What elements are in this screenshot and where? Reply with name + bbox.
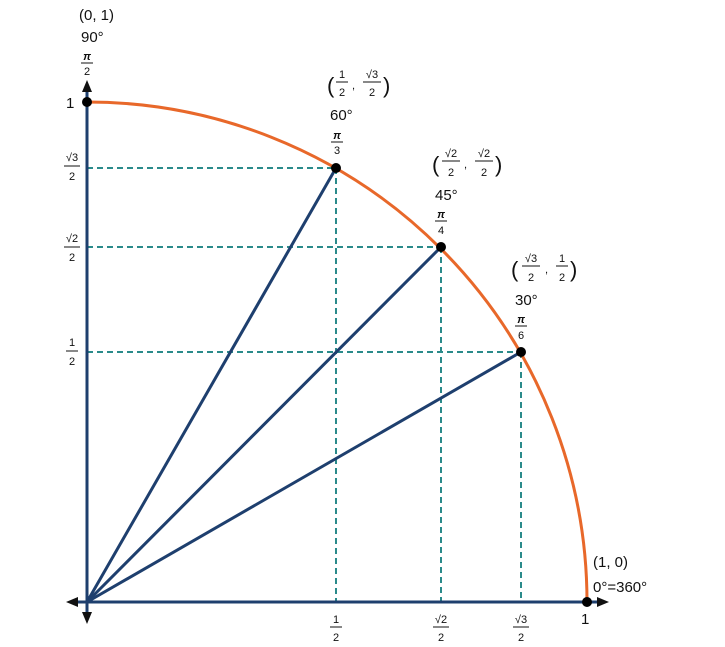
y-tick-sqrt2-2-num: √2	[65, 233, 79, 245]
coord-45-y-den: 2	[480, 167, 488, 179]
point-90-deg	[82, 97, 92, 107]
coord-0: (1, 0)	[593, 554, 629, 571]
svg-text:): )	[570, 257, 578, 282]
radian-45-num: π	[437, 209, 445, 221]
degrees-45: 45°	[435, 187, 458, 204]
coord-45-x-num: √2	[444, 148, 458, 160]
y-tick-1-2-num: 1	[68, 337, 76, 349]
degrees-90: 90°	[81, 29, 104, 46]
radian-60-den: 3	[333, 145, 341, 157]
coord-60-x-den: 2	[338, 87, 346, 99]
label-0-deg	[593, 554, 647, 596]
svg-text:(: (	[511, 257, 519, 282]
y-tick-1-2-den: 2	[68, 356, 76, 368]
svg-text:): )	[383, 73, 391, 98]
degrees-30: 30°	[515, 292, 538, 309]
y-tick-sqrt3-2-num: √3	[65, 152, 79, 164]
y-tick-sqrt2-2	[64, 233, 80, 264]
y-tick-sqrt2-2-den: 2	[68, 252, 76, 264]
label-60-deg	[327, 69, 390, 157]
coord-30-x-num: √3	[524, 253, 538, 265]
degrees-60: 60°	[330, 107, 353, 124]
coord-60-y-num: √3	[365, 69, 379, 81]
x-tick-sqrt2-2-den: 2	[437, 632, 445, 644]
label-30-deg	[511, 253, 577, 342]
radian-90-den: 2	[83, 66, 91, 78]
svg-text:): )	[495, 152, 503, 177]
radian-30-den: 6	[517, 330, 525, 342]
label-90-deg	[79, 7, 114, 78]
radian-90-num: π	[83, 51, 91, 63]
coord-45-comma: ,	[464, 159, 468, 171]
point-60-deg	[331, 163, 341, 173]
x-tick-1-2-den: 2	[332, 632, 340, 644]
point-0-deg	[582, 597, 592, 607]
x-axis-arrow-right	[597, 597, 609, 607]
coord-30-x-den: 2	[527, 272, 535, 284]
radian-30-num: π	[517, 314, 525, 326]
ray-30-deg	[87, 352, 521, 602]
x-axis-arrow-left	[66, 597, 78, 607]
y-tick-sqrt3-2	[64, 152, 80, 183]
degrees-0: 0°=360°	[593, 579, 648, 596]
y-axis-arrow-up	[82, 80, 92, 92]
x-tick-sqrt3-2-den: 2	[517, 632, 525, 644]
radian-60-num: π	[333, 130, 341, 142]
svg-text:(: (	[432, 152, 440, 177]
x-tick-sqrt2-2-num: √2	[434, 614, 448, 626]
label-45-deg	[432, 148, 502, 237]
point-45-deg	[436, 242, 446, 252]
ray-45-deg	[87, 247, 441, 602]
radian-45-den: 4	[437, 225, 445, 237]
x-tick-sqrt3-2	[513, 614, 529, 644]
x-tick-1-2-num: 1	[332, 614, 340, 626]
x-tick-sqrt2-2	[433, 614, 449, 644]
y-axis-arrow-down	[82, 612, 92, 624]
rays	[87, 168, 521, 602]
x-tick-sqrt3-2-num: √3	[514, 614, 528, 626]
coord-45-y-num: √2	[477, 148, 491, 160]
coord-60-x-num: 1	[338, 69, 346, 81]
coord-30-comma: ,	[545, 264, 549, 276]
point-30-deg	[516, 347, 526, 357]
coord-30-y-num: 1	[558, 253, 566, 265]
coord-30-y-den: 2	[558, 272, 566, 284]
coord-60-comma: ,	[352, 80, 356, 92]
svg-text:(: (	[327, 73, 335, 98]
x-tick-1-2	[330, 614, 342, 644]
ray-60-deg	[87, 168, 336, 602]
coord-60-y-den: 2	[368, 87, 376, 99]
y-tick-1-2	[66, 337, 78, 368]
y-axis-one-label: 1	[66, 95, 75, 112]
x-axis-one-label: 1	[581, 611, 590, 628]
coord-90: (0, 1)	[79, 7, 115, 24]
y-tick-sqrt3-2-den: 2	[68, 171, 76, 183]
coord-45-x-den: 2	[447, 167, 455, 179]
